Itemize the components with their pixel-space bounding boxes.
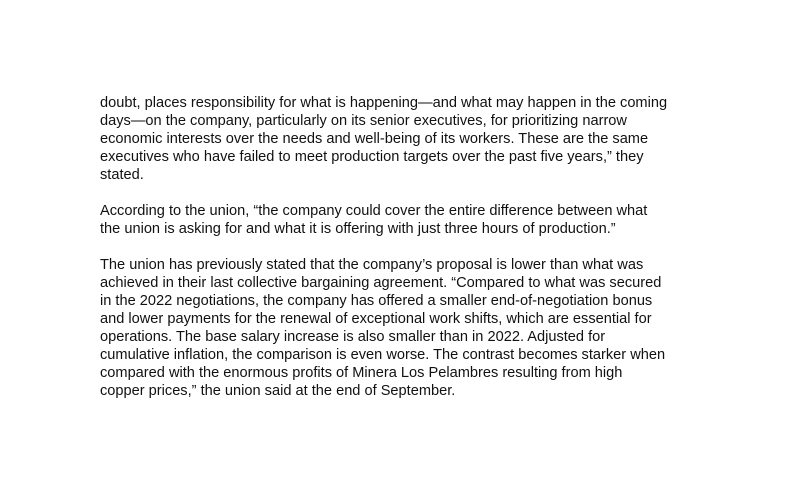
- text-line: compared with the enormous profits of Minera Los Pelambres resulting from high: [100, 365, 623, 381]
- article-body: [100, 94, 700, 418]
- text-line: stated.: [100, 167, 144, 183]
- text-line: and lower payments for the renewal of exceptional work shifts, which are essential for: [100, 311, 652, 327]
- text-line: achieved in their last collective bargaining agreement. “Compared to what was secured: [100, 275, 662, 291]
- text-line: The union has previously stated that the company’s proposal is lower than what was: [100, 257, 644, 273]
- text-line: the union is asking for and what it is offering with just three hours of production.”: [100, 221, 616, 237]
- text-line: days—on the company, particularly on its senior executives, for prioritizing narrow: [100, 113, 627, 129]
- paragraph-proposal-comparison: [100, 256, 700, 400]
- text-line: copper prices,” the union said at the end of September.: [100, 383, 456, 399]
- text-line: economic interests over the needs and well-being of its workers. These are the same: [100, 131, 649, 147]
- text-line: cumulative inflation, the comparison is even worse. The contrast becomes starker when: [100, 347, 666, 363]
- text-line: According to the union, “the company could cover the entire difference between what: [100, 203, 648, 219]
- text-line: operations. The base salary increase is also smaller than in 2022. Adjusted for: [100, 329, 606, 345]
- text-line: executives who have failed to meet production targets over the past five years,” they: [100, 149, 644, 165]
- text-line: in the 2022 negotiations, the company has offered a smaller end-of-negotiation bonus: [100, 293, 653, 309]
- paragraph-union-quote: [100, 202, 700, 238]
- text-line: doubt, places responsibility for what is happening—and what may happen in the coming: [100, 95, 668, 111]
- paragraph-executives-statement: [100, 94, 700, 184]
